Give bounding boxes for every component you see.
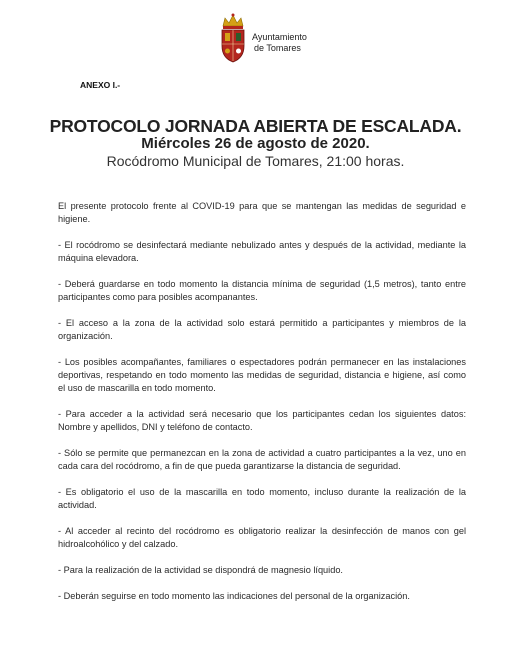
protocol-item: - Deberá guardarse en todo momento la distancia mínima de seguridad (1,5 metros), tanto entre participantes como para posibles acompanantes. bbox=[58, 279, 466, 302]
protocol-item: - Los posibles acompañantes, familiares o espectadores podrán permanecer en las instalaciones deportivas, respetando en todo momento las medidas de seguridad, distancia e higiene, así como el uso de mascarilla en todo momento. bbox=[58, 357, 466, 393]
protocol-body bbox=[58, 200, 466, 616]
paragraph-intro: El presente protocolo frente al COVID-19 para que se mantengan las medidas de seguridad e higiene. bbox=[58, 201, 466, 224]
protocol-item: - El rocódromo se desinfectará mediante nebulizado antes y después de la actividad, mediante la máquina elevadora. bbox=[58, 240, 466, 263]
org-line-2: de Tomares bbox=[254, 43, 301, 53]
protocol-item: - Para acceder a la actividad será necesario que los participantes cedan los siguientes datos: Nombre y apellidos, DNI y teléfono de contacto. bbox=[58, 409, 466, 432]
protocol-item: - Al acceder al recinto del rocódromo es obligatorio realizar la desinfección de manos con gel hidroalcohólico y del calzado. bbox=[58, 526, 466, 549]
protocol-item: - Sólo se permite que permanezcan en la zona de actividad a cuatro participantes a la vez, uno en cada cara del rocódromo, a fin de que pueda garantizarse la distancia de seguridad. bbox=[58, 448, 466, 471]
protocol-item: - Deberán seguirse en todo momento las indicaciones del personal de la organización. bbox=[58, 591, 410, 601]
document-title: PROTOCOLO JORNADA ABIERTA DE ESCALADA. bbox=[49, 116, 462, 136]
municipality-name bbox=[252, 32, 307, 54]
event-location: Rocódromo Municipal de Tomares, 21:00 horas. bbox=[106, 153, 405, 169]
event-date: Miércoles 26 de agosto de 2020. bbox=[141, 135, 370, 152]
protocol-item: - Para la realización de la actividad se dispondrá de magnesio líquido. bbox=[58, 565, 343, 575]
coat-of-arms-icon bbox=[218, 12, 248, 64]
protocol-item: - El acceso a la zona de la actividad solo estará permitido a participantes y miembros de la organización. bbox=[58, 318, 466, 341]
org-line-1: Ayuntamiento bbox=[252, 32, 307, 42]
annex-label: ANEXO I.- bbox=[80, 80, 121, 90]
letterhead bbox=[218, 12, 307, 64]
protocol-item: - Es obligatorio el uso de la mascarilla en todo momento, incluso durante la realización de la actividad. bbox=[58, 487, 466, 510]
